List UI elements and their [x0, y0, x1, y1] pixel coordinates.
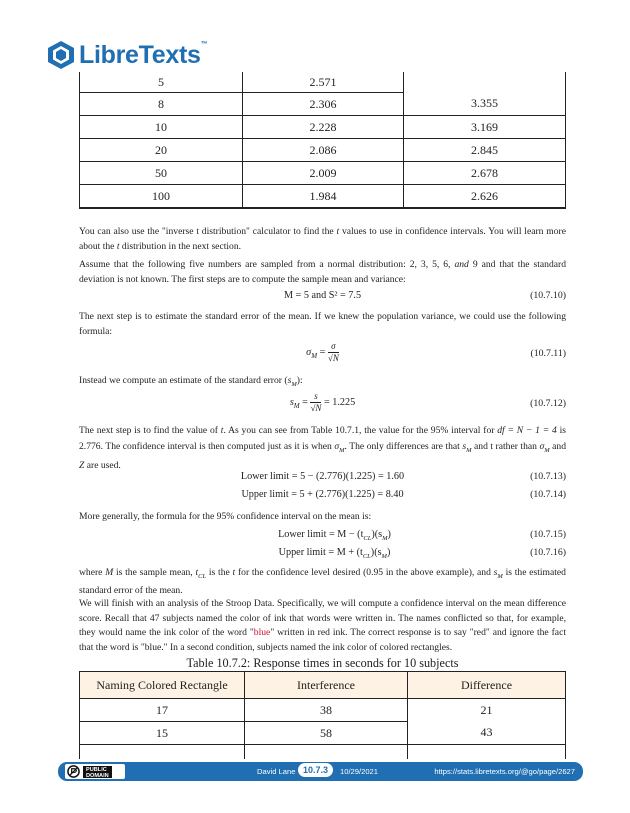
paragraph-estimate: Instead we compute an estimate of the standard error $(s_M)$: [79, 375, 303, 388]
column-header: Difference [408, 672, 566, 699]
logo-text: LibreTexts™ [79, 40, 208, 69]
table-row [80, 185, 566, 209]
cell-t95: 2.086 [243, 139, 404, 162]
footer-page-number: 10.7.3 [298, 763, 333, 777]
column-header: Naming Colored Rectangle [80, 672, 245, 699]
equation-10-7-14 [79, 487, 566, 505]
equation-body: Upper limit = 5 + (2.776)(1.225) = 8.40 [241, 489, 404, 500]
public-domain-icon [67, 765, 80, 778]
cell-interference: 58 [245, 722, 408, 745]
cell-t99: 2.626 [404, 185, 566, 209]
cell-t99: 2.845 [404, 139, 566, 162]
response-times-table [79, 671, 566, 759]
license-text: PUBLIC DOMAIN [83, 766, 112, 778]
equation-number: (10.7.10) [530, 290, 566, 301]
cell-rect: 15 [80, 722, 245, 745]
table-row [80, 745, 566, 760]
cell-t95: 2.571 [243, 72, 404, 93]
paragraph-sample: Assume that the following five numbers are sampled from a normal distribution: 2, 3, 5, 6, and 9 and that the standard deviation is not known. The first steps are to compute the sample mean and variance: [79, 259, 566, 285]
cell-difference [408, 745, 566, 760]
table-row [80, 699, 566, 722]
paragraph-find-t: The next step is to find the value of t. As you can see from Table 10.7.1, the value for the 95% interval for df = N − 1 = 4 is 2.776. The confidence interval is then computed just as it is when $\sigma_M$. The only differences are that $s_M$ and t rather than $\sigma_M$ and Z are used. [79, 425, 566, 471]
libretexts-logo[interactable] [46, 38, 207, 72]
equation-10-7-12 [79, 390, 566, 420]
public-domain-badge[interactable] [65, 764, 125, 779]
paragraph-stroop: We will finish with an analysis of the Stroop Data. Specifically, we will compute a confidence interval on the mean difference score. Recall that 47 subjects named the color of ink that words were written in. The names conflicted so that, for example, they would name the ink color of the word "blue" written in red ink. The correct response is to say "red" and ignore the fact that the word is "blue." In a second condition, subjects named the ink color of colored rectangles. [79, 598, 566, 653]
cell-t99 [404, 72, 566, 93]
paragraph-where: where M is the sample mean, $t_{CL}$ is the t for the confidence level desired (0.95 in the above example), and $s_M$ is the estimated standard error of the mean. [79, 567, 566, 597]
equation-10-7-11 [79, 340, 566, 370]
equation-number: (10.7.12) [530, 398, 566, 409]
equation-number: (10.7.15) [530, 529, 566, 540]
cell-df: 5 [80, 72, 243, 93]
cell-difference: 43 [408, 722, 566, 745]
table-row [80, 139, 566, 162]
cell-df: 8 [80, 93, 243, 116]
equation-body: Lower limit = 5 − (2.776)(1.225) = 1.60 [240, 471, 405, 482]
footer-date: 10/29/2021 [340, 767, 379, 776]
table-row [80, 93, 566, 116]
cell-interference [245, 745, 408, 760]
column-header: Interference [245, 672, 408, 699]
footer-author: David Lane [257, 767, 296, 776]
t-distribution-table [79, 72, 566, 209]
table-row [80, 722, 566, 745]
equation-number: (10.7.13) [530, 471, 566, 482]
cell-df: 100 [80, 185, 243, 209]
cell-t95: 2.306 [243, 93, 404, 116]
equation-10-7-16 [79, 545, 566, 563]
equation-number: (10.7.11) [530, 348, 566, 359]
table-row [80, 162, 566, 185]
libretexts-hexagon-icon [46, 40, 76, 70]
equation-number: (10.7.14) [530, 489, 566, 500]
cell-df: 50 [80, 162, 243, 185]
cell-rect: 17 [80, 699, 245, 722]
table-row [80, 72, 566, 93]
table-row [80, 116, 566, 139]
equation-number: (10.7.16) [530, 547, 566, 558]
equation-body: $\sigma_M$ = $\frac{\sigma}{√N}$ [306, 341, 339, 363]
footer-url-link[interactable]: https://stats.libretexts.org/@go/page/2627 [434, 767, 575, 776]
cell-df: 20 [80, 139, 243, 162]
cell-df: 10 [80, 116, 243, 139]
equation-10-7-10 [79, 288, 566, 306]
equation-10-7-13 [79, 469, 566, 487]
paragraph-general-formula: More generally, the formula for the 95% confidence interval on the mean is: [79, 511, 372, 522]
equation-body: Upper limit = $M + (t_{CL})(s_M)$ [278, 547, 391, 561]
equation-body: Lower limit = $M - (t_{CL})(s_M)$ [278, 529, 391, 543]
cell-t99: 3.355 [404, 93, 566, 116]
page-footer [58, 762, 583, 781]
cell-rect [80, 745, 245, 760]
cell-difference: 21 [408, 699, 566, 722]
cell-t95: 1.984 [243, 185, 404, 209]
table-caption: Table 10.7.2: Response times in seconds for 10 subjects [186, 656, 459, 670]
equation-body: M = 5 and S² = 7.5 [283, 290, 362, 301]
equation-10-7-15 [79, 527, 566, 545]
cell-t95: 2.228 [243, 116, 404, 139]
cell-interference: 38 [245, 699, 408, 722]
paragraph-standard-error: The next step is to estimate the standard error of the mean. If we knew the population variance, we could use the following formula: [79, 311, 566, 337]
paragraph-inverse-t: You can also use the "inverse t distribution" calculator to find the t values to use in confidence intervals. You will learn more about the t distribution in the next section. [79, 226, 566, 252]
equation-body: $s_M$ = $\frac{s}{√N}$ = 1.225 [289, 391, 356, 413]
blue-word-link[interactable]: blue [253, 627, 271, 638]
cell-t95: 2.009 [243, 162, 404, 185]
cell-t99: 3.169 [404, 116, 566, 139]
cell-t99: 2.678 [404, 162, 566, 185]
table-header-row [80, 672, 566, 699]
